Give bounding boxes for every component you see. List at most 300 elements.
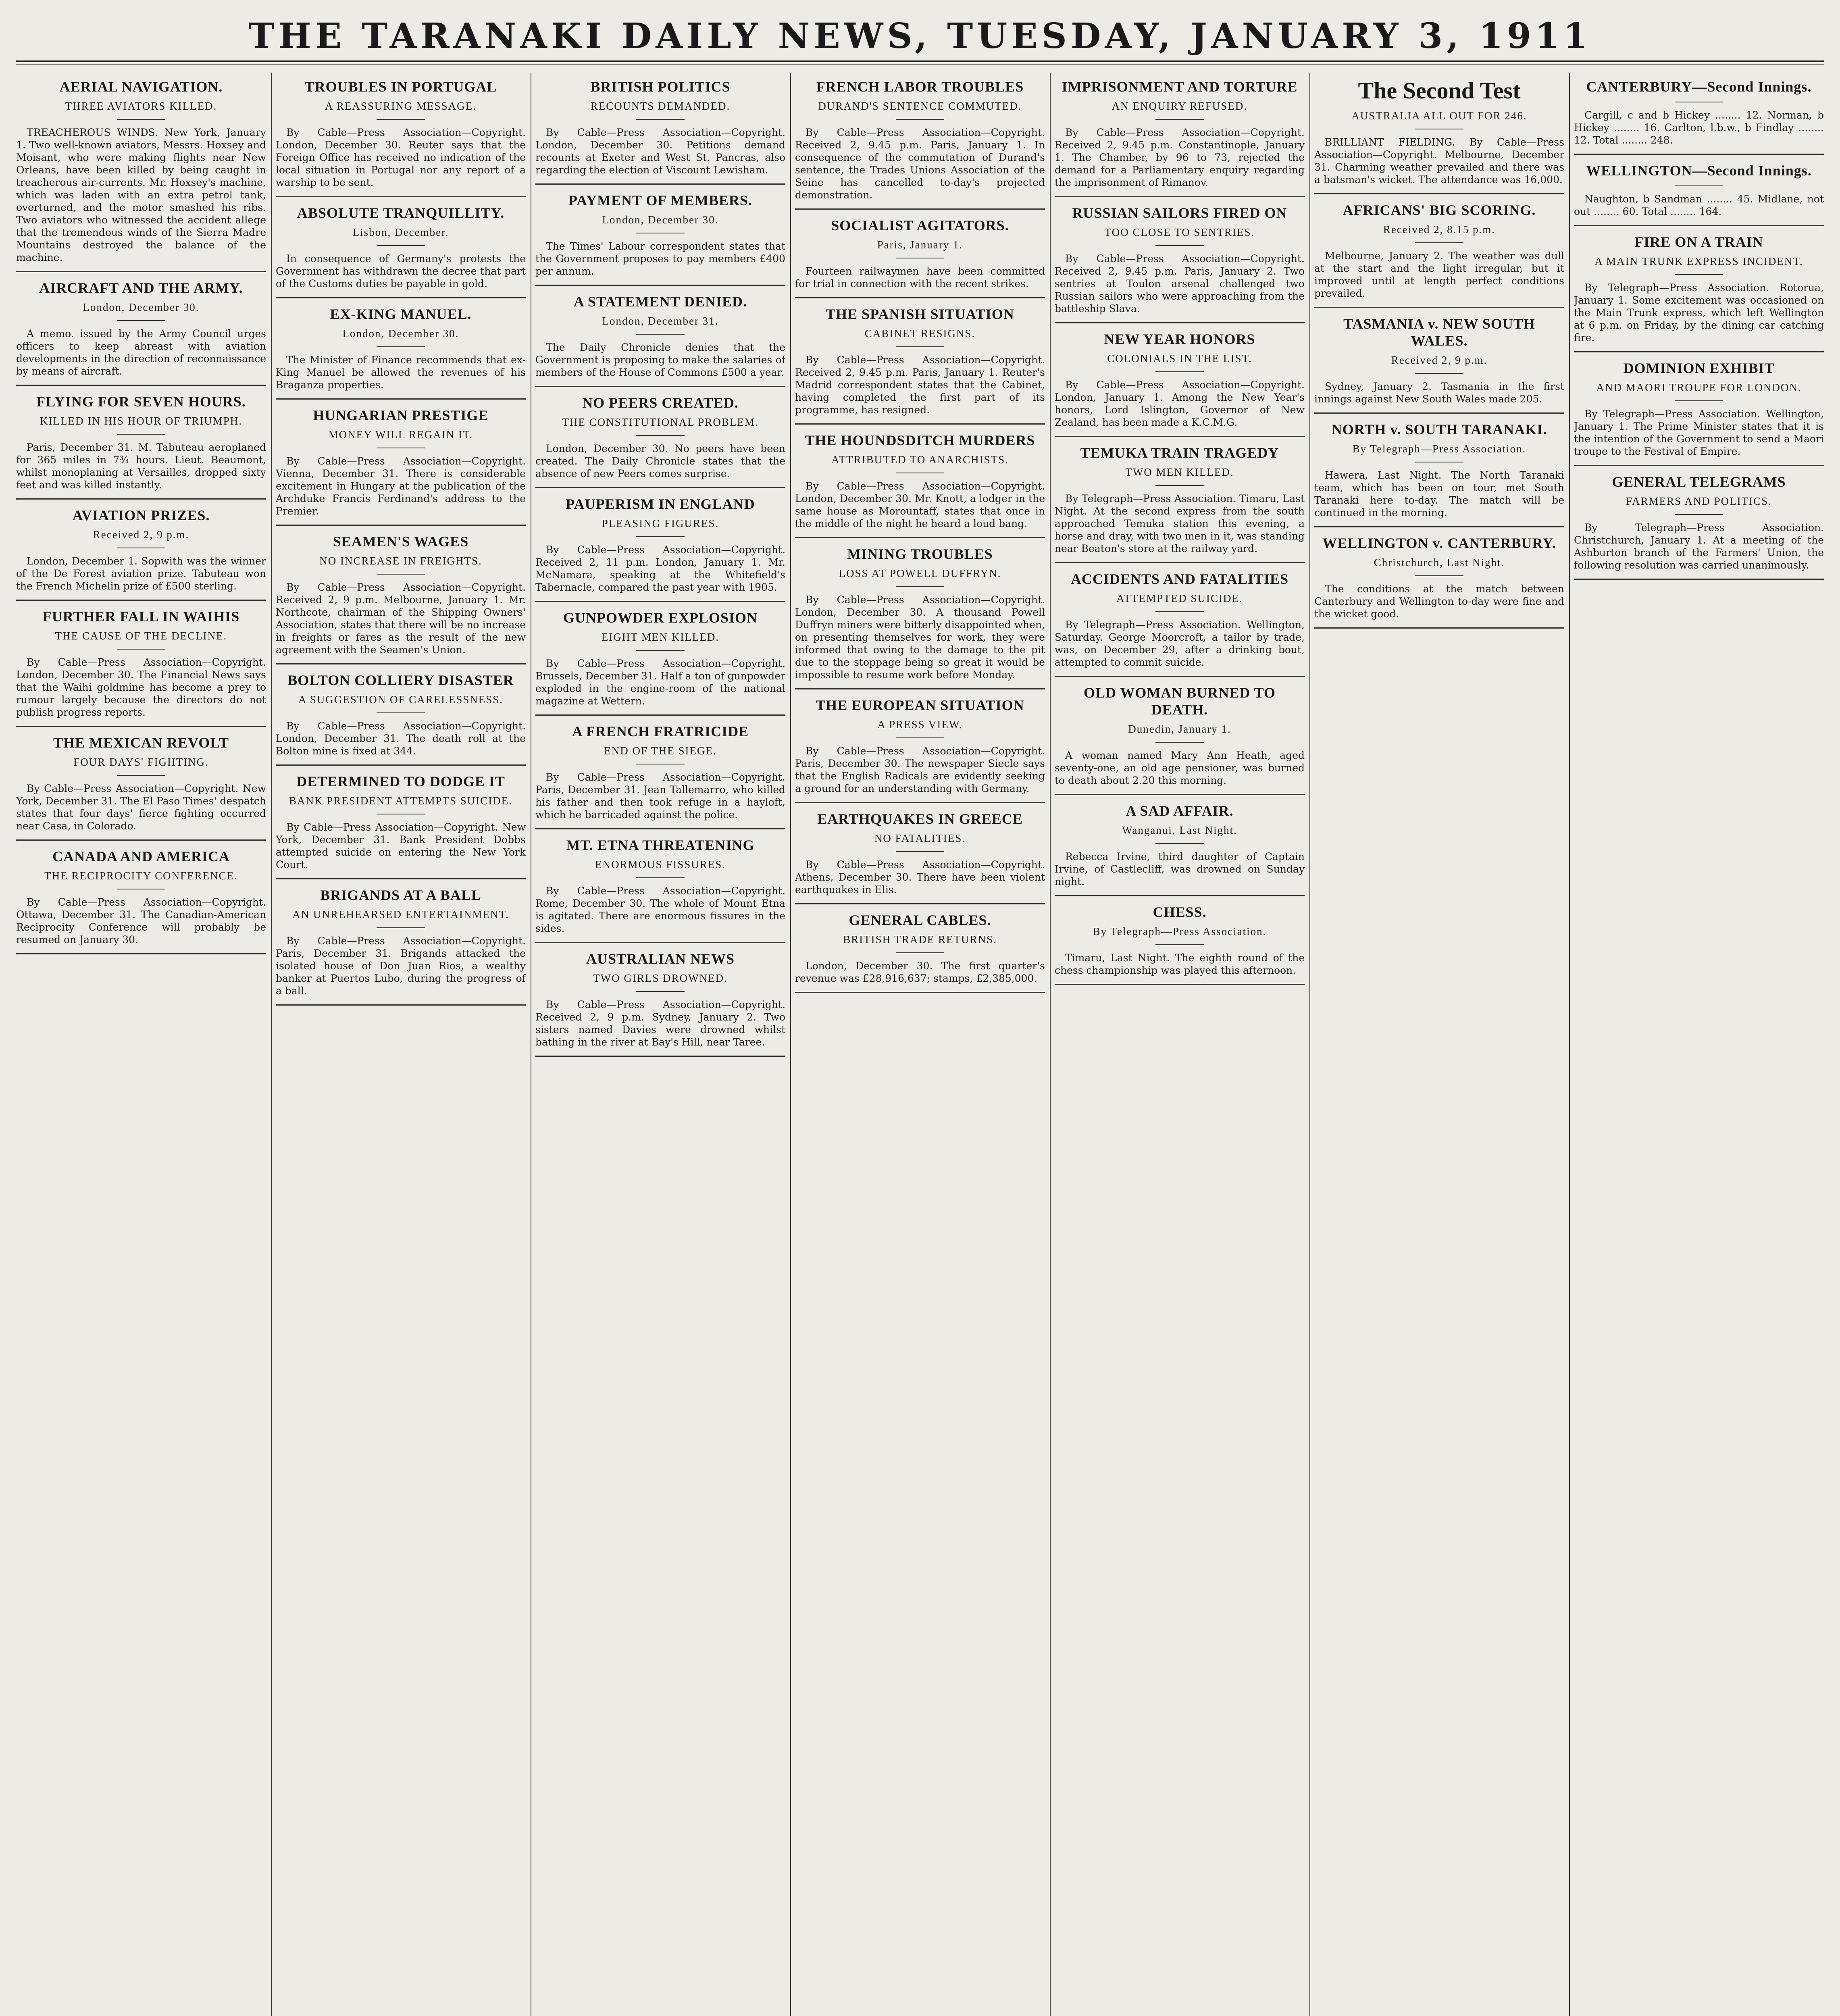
article — [1314, 421, 1564, 527]
article-body: By Cable—Press Association—Copyright. Brussels, December 31. Half a ton of gunpowder exploded in the engine-room of the national magazine at Wettern. — [535, 658, 785, 707]
column-4 — [795, 73, 1045, 2016]
divider — [1155, 119, 1204, 120]
article-subheadline: Paris, January 1. — [877, 239, 963, 251]
article-separator — [795, 208, 1045, 210]
article-headline: NEW YEAR HONORS — [1104, 331, 1255, 347]
article-subheadline: FOUR DAYS' FIGHTING. — [73, 756, 209, 768]
article — [1314, 77, 1564, 194]
article-subheadline: By Telegraph—Press Association. — [1352, 443, 1526, 455]
article-body: By Cable—Press Association—Copyright. Athens, December 30. There have been violent earthquakes in Elis. — [795, 859, 1045, 896]
article-body: The Daily Chronicle denies that the Government is proposing to make the salaries of members of the House of Commons £500 a year. — [535, 342, 785, 378]
article-body: By Cable—Press Association—Copyright. London, January 1. Among the New Year's honors, Lord Islington, Governor of New Zealand, has been made a K.C.M.G. — [1055, 379, 1305, 428]
article-body: By Cable—Press Association—Copyright. Vienna, December 31. There is considerable excitement in Hungary at the publication of the Archduke Francis Ferdinand's address to the Premier. — [276, 455, 526, 517]
article — [535, 293, 785, 387]
article-separator — [535, 601, 785, 602]
article-subheadline: THE CONSTITUTIONAL PROBLEM. — [562, 416, 759, 428]
article-headline: IMPRISONMENT AND TORTURE — [1062, 79, 1298, 95]
divider — [1155, 611, 1204, 612]
article-body: By Cable—Press Association—Copyright. Received 2, 11 p.m. London, January 1. Mr. McNamara, speaking at the Whitefield's Tabernacle, compared the past year with 1905. — [535, 544, 785, 593]
article-headline: OLD WOMAN BURNED TO DEATH. — [1083, 685, 1276, 718]
article-body: London, December 1. Sopwith was the winner of the De Forest aviation prize. Tabuteau won the French Michelin prize of £500 sterling. — [16, 555, 266, 592]
column-6 — [1314, 73, 1564, 2016]
article-separator — [1055, 562, 1305, 563]
article-subheadline: Christchurch, Last Night. — [1374, 556, 1505, 569]
article — [795, 217, 1045, 298]
article — [795, 432, 1045, 538]
article-body: Paris, December 31. M. Tabuteau aeroplaned for 365 miles in 7¾ hours. Lieut. Beaumont, whilst monoplaning at Versailles, dropped sixty feet and was killed instantly. — [16, 442, 266, 491]
article-separator — [795, 903, 1045, 904]
article-headline: ABSOLUTE TRANQUILLITY. — [297, 205, 505, 221]
divider — [1415, 373, 1463, 374]
divider — [636, 536, 685, 537]
article-headline: THE EUROPEAN SITUATION — [816, 697, 1024, 713]
article-separator — [535, 285, 785, 286]
article-subheadline: THE CAUSE OF THE DECLINE. — [55, 630, 227, 642]
article-body: BRILLIANT FIELDING. By Cable—Press Association—Copyright. Melbourne, December 31. Charming weather prevailed and there was a batsman's wicket. The attendance was 16,000. — [1314, 136, 1564, 185]
divider — [1155, 944, 1204, 945]
divider — [896, 346, 944, 347]
article-body: Hawera, Last Night. The North Taranaki team, which has been on tour, met South Taranaki here to-day. The match will be continued in the morning. — [1314, 469, 1564, 519]
column-1 — [16, 73, 266, 2016]
article-separator — [1314, 307, 1564, 308]
article-subheadline: END OF THE SIEGE. — [604, 745, 717, 757]
article-body: The Times' Labour correspondent states that the Government proposes to pay members £400 per annum. — [535, 240, 785, 277]
divider — [896, 737, 944, 738]
divider — [377, 346, 425, 347]
article — [795, 78, 1045, 210]
article — [16, 608, 266, 727]
article-body: By Cable—Press Association—Copyright. London, December 30. The Financial News says that the Waihi goldmine has become a prey to rumour largely because the directors do not publish progress reports. — [16, 656, 266, 718]
article-body: By Cable—Press Association—Copyright. Paris, December 31. Brigands attacked the isolated house of Don Juan Rios, a wealthy banker at Puertos Lubo, during the progress of a ball. — [276, 935, 526, 997]
article — [1574, 78, 1824, 155]
article — [16, 393, 266, 500]
column-rule — [1050, 73, 1051, 2016]
article — [1055, 78, 1305, 197]
article — [535, 837, 785, 943]
columns-area — [16, 73, 1824, 2016]
article-subheadline: LOSS AT POWELL DUFFRYN. — [839, 567, 1001, 579]
article-subheadline: BANK PRESIDENT ATTEMPTS SUICIDE. — [289, 795, 513, 807]
article-subheadline: AND MAORI TROUPE FOR LONDON. — [1596, 381, 1802, 394]
divider — [1675, 185, 1723, 186]
article-subheadline: By Telegraph—Press Association. — [1093, 925, 1267, 937]
column-rule — [271, 73, 272, 2016]
article-headline: SEAMEN'S WAGES — [333, 533, 469, 550]
divider — [1155, 843, 1204, 844]
article — [1314, 315, 1564, 414]
article-headline: NORTH v. SOUTH TARANAKI. — [1331, 421, 1547, 437]
article-separator — [1055, 676, 1305, 677]
article — [16, 78, 266, 272]
article-subheadline: London, December 30. — [602, 214, 719, 226]
article-headline: ACCIDENTS AND FATALITIES — [1070, 571, 1289, 587]
divider — [1155, 245, 1204, 246]
article-subheadline: THE RECIPROCITY CONFERENCE. — [44, 870, 238, 882]
article-separator — [1055, 322, 1305, 323]
article — [535, 394, 785, 488]
article-body: Timaru, Last Night. The eighth round of the chess championship was played this afternoon. — [1055, 952, 1305, 976]
article-headline: PAYMENT OF MEMBERS. — [568, 192, 753, 208]
article-separator — [16, 498, 266, 500]
column-7 — [1574, 73, 1824, 2016]
article-subheadline: PLEASING FIGURES. — [602, 517, 719, 529]
article-subheadline: A MAIN TRUNK EXPRESS INCIDENT. — [1594, 255, 1803, 267]
article-separator — [276, 297, 526, 298]
article-body: By Telegraph—Press Association. Wellington, Saturday. George Moorcroft, a tailor by trade, was, on December 29, after a drinking bout, attempted to commit suicide. — [1055, 619, 1305, 668]
article-body: By Telegraph—Press Association. Timaru, Last Night. At the second express from the south approached Temuka station this evening, a horse and dray, with two men in it, was standing near Beaton's store at the railway yard. — [1055, 493, 1305, 554]
article — [276, 887, 526, 1006]
article-separator — [276, 764, 526, 766]
article-separator — [16, 839, 266, 841]
article-subheadline: AN UNREHEARSED ENTERTAINMENT. — [292, 908, 509, 921]
article-subheadline: TWO GIRLS DROWNED. — [593, 972, 728, 984]
article-body: The conditions at the match between Canterbury and Wellington to-day were fine and the wicket good. — [1314, 583, 1564, 620]
article-body: By Cable—Press Association—Copyright. Paris, December 30. The newspaper Siecle says that the English Radicals are evidently seeking a ground for an understanding with Germany. — [795, 745, 1045, 794]
divider — [636, 119, 685, 120]
article-separator — [795, 688, 1045, 689]
article-body: Naughton, b Sandman ........ 45. Midlane, not out ........ 60. Total ........ 164. — [1574, 193, 1824, 217]
article-subheadline: COLONIALS IN THE LIST. — [1107, 352, 1252, 364]
article-subheadline: A PRESS VIEW. — [877, 719, 963, 731]
divider — [896, 586, 944, 587]
article — [1055, 802, 1305, 896]
article-subheadline: London, December 31. — [602, 315, 719, 327]
article — [535, 496, 785, 602]
article-body: Melbourne, January 2. The weather was dull at the start and the light irregular, but it improved until at length perfect conditions prevailed. — [1314, 250, 1564, 299]
masthead — [16, 12, 1824, 62]
divider — [377, 245, 425, 246]
article-headline: EX-KING MANUEL. — [330, 306, 472, 322]
article — [795, 546, 1045, 689]
divider — [636, 877, 685, 878]
article-body: By Cable—Press Association—Copyright. Received 2, 9 p.m. Sydney, January 2. Two sisters named Davies were drowned whilst bathing in the river at Bay's Hill, near Taree. — [535, 999, 785, 1048]
article-separator — [1574, 465, 1824, 466]
article-separator — [1055, 196, 1305, 197]
article-subheadline: TWO MEN KILLED. — [1125, 466, 1234, 478]
article-body: By Telegraph—Press Association. Christchurch, January 1. At a meeting of the Ashburton branch of the Farmers' Union, the following resolution was carried unanimously. — [1574, 522, 1824, 571]
article-headline: CHESS. — [1153, 904, 1207, 920]
article-separator — [795, 992, 1045, 993]
article-separator — [1055, 984, 1305, 985]
divider — [896, 952, 944, 953]
article-subheadline: Lisbon, December. — [352, 226, 449, 238]
article-body: A woman named Mary Ann Heath, aged seventy-one, an old age pensioner, was burned to death about 2.20 this morning. — [1055, 750, 1305, 786]
divider — [1675, 400, 1723, 401]
article-body: In consequence of Germany's protests the Government has withdrawn the decree that part of the Customs duties be payable in gold. — [276, 253, 526, 289]
divider — [1415, 242, 1463, 243]
article — [1055, 904, 1305, 985]
article — [276, 672, 526, 766]
article-separator — [1314, 526, 1564, 527]
column-2 — [276, 73, 526, 2016]
article-headline: THE SPANISH SITUATION — [826, 306, 1014, 322]
article-body: By Cable—Press Association—Copyright. Paris, December 31. Jean Tallemarro, who killed his father and then took refuge in a hayloft, which he barricaded against the police. — [535, 771, 785, 821]
article-separator — [16, 953, 266, 954]
article — [16, 507, 266, 601]
divider — [636, 435, 685, 436]
article — [276, 306, 526, 400]
divider — [896, 851, 944, 852]
article-headline: AIRCRAFT AND THE ARMY. — [39, 280, 243, 296]
article-subheadline: ATTEMPTED SUICIDE. — [1116, 592, 1243, 604]
divider — [636, 650, 685, 651]
article-body: By Cable—Press Association—Copyright. New York, December 31. Bank President Dobbs attempted suicide on entering the New York Court. — [276, 821, 526, 871]
article-headline: DOMINION EXHIBIT — [1623, 360, 1775, 376]
divider — [117, 320, 165, 321]
article-separator — [1574, 225, 1824, 226]
article-headline: DETERMINED TO DODGE IT — [296, 773, 505, 789]
article-separator — [16, 385, 266, 386]
article-separator — [1314, 193, 1564, 194]
masthead-rule — [16, 64, 1824, 65]
divider — [117, 775, 165, 776]
article — [1314, 535, 1564, 629]
article — [276, 204, 526, 298]
article-body: Rebecca Irvine, third daughter of Captain Irvine, of Castlecliff, was drowned on Sunday night. — [1055, 851, 1305, 887]
article-headline: FIRE ON A TRAIN — [1634, 234, 1763, 250]
article-separator — [16, 726, 266, 727]
article-body: By Cable—Press Association—Copyright. London, December 30. Reuter says that the Foreign Office has received no indication of the local situation in Portugal nor any report of a warship to be sent. — [276, 127, 526, 188]
article-subheadline: EIGHT MEN KILLED. — [601, 631, 720, 643]
article-separator — [535, 942, 785, 943]
article — [535, 950, 785, 1057]
article-separator — [276, 525, 526, 526]
article — [1055, 331, 1305, 437]
article-headline: THE HOUNDSDITCH MURDERS — [805, 432, 1035, 448]
article — [276, 407, 526, 526]
article-headline: CANADA AND AMERICA — [52, 848, 230, 864]
newspaper-page — [16, 12, 1824, 2016]
article — [276, 78, 526, 197]
article-separator — [795, 802, 1045, 803]
article-headline: SOCIALIST AGITATORS. — [831, 217, 1009, 233]
article-headline: BRITISH POLITICS — [590, 79, 731, 95]
article — [535, 78, 785, 185]
article — [535, 609, 785, 716]
article-subheadline: Wanganui, Last Night. — [1122, 824, 1237, 836]
divider — [1155, 371, 1204, 372]
article-subheadline: MONEY WILL REGAIN IT. — [328, 429, 473, 441]
divider — [117, 434, 165, 435]
article-separator — [1314, 627, 1564, 629]
article-headline: BRIGANDS AT A BALL — [320, 887, 481, 903]
article-separator — [276, 398, 526, 400]
article-separator — [535, 183, 785, 185]
article-body: By Cable—Press Association—Copyright. London, December 30. A thousand Powell Duffryn miners were bitterly disappointed when, on presenting themselves for work, they were informed that owing to the damage to the pit due to the stoppage being so great it would be impossible to resume work before Monday. — [795, 594, 1045, 681]
article-separator — [1055, 436, 1305, 437]
article — [1055, 684, 1305, 795]
divider — [377, 927, 425, 928]
article-body: By Cable—Press Association—Copyright. Received 2, 9.45 p.m. Constantinople, January 1. The Chamber, by 96 to 73, rejected the demand for a Parliamentary enquiry regarding the imprisonment of Rimanov. — [1055, 127, 1305, 188]
article-subheadline: CABINET RESIGNS. — [864, 327, 976, 339]
article — [1574, 162, 1824, 226]
article-subheadline: ATTRIBUTED TO ANARCHISTS. — [831, 454, 1009, 466]
article-headline: GUNPOWDER EXPLOSION — [563, 610, 758, 626]
article-separator — [1574, 351, 1824, 352]
article-separator — [535, 487, 785, 488]
article — [1574, 233, 1824, 352]
article-headline: AFRICANS' BIG SCORING. — [1343, 202, 1536, 218]
article-headline: AERIAL NAVIGATION. — [59, 79, 223, 95]
article-headline: GENERAL CABLES. — [849, 912, 991, 928]
article-subheadline: BRITISH TRADE RETURNS. — [843, 933, 997, 946]
article-subheadline: A REASSURING MESSAGE. — [325, 100, 477, 112]
article-headline: TROUBLES IN PORTUGAL — [304, 79, 497, 95]
article-headline: A STATEMENT DENIED. — [573, 294, 747, 310]
article-body: A memo. issued by the Army Council urges officers to keep abreast with aviation developments in the direction of reconnaissance by means of aircraft. — [16, 328, 266, 377]
article-headline: NO PEERS CREATED. — [582, 395, 739, 411]
article-subheadline: Received 2, 9 p.m. — [1391, 354, 1488, 366]
article-separator — [795, 297, 1045, 298]
article-separator — [1314, 412, 1564, 414]
article-separator — [276, 196, 526, 197]
article-separator — [16, 600, 266, 601]
article-body: By Cable—Press Association—Copyright. London, December 31. The death roll at the Bolton mine is fixed at 344. — [276, 720, 526, 757]
article-subheadline: ENORMOUS FISSURES. — [595, 858, 726, 871]
article — [1574, 360, 1824, 466]
article-body: By Telegraph—Press Association. Rotorua, January 1. Some excitement was occasioned on the Main Trunk express, which left Wellington at 6 p.m. on Friday, by the dining car catching fire. — [1574, 282, 1824, 344]
article-subheadline: Dunedin, January 1. — [1128, 723, 1231, 735]
article-headline: RUSSIAN SAILORS FIRED ON — [1072, 205, 1287, 221]
article-headline: BOLTON COLLIERY DISASTER — [287, 672, 514, 688]
article — [795, 306, 1045, 425]
article — [1055, 571, 1305, 677]
article-subheadline: THREE AVIATORS KILLED. — [65, 100, 217, 112]
article-headline: EARTHQUAKES IN GREECE — [817, 811, 1023, 827]
article-body: By Cable—Press Association—Copyright. Ottawa, December 31. The Canadian-American Reciprocity Conference will probably be resumed on January 30. — [16, 896, 266, 946]
article-separator — [535, 386, 785, 387]
article-headline: WELLINGTON v. CANTERBURY. — [1322, 535, 1556, 551]
divider — [377, 119, 425, 120]
article-headline: FURTHER FALL IN WAIHIS — [42, 608, 240, 625]
article-separator — [1574, 579, 1824, 580]
article-separator — [16, 271, 266, 272]
article-separator — [1574, 154, 1824, 155]
article-headline: TEMUKA TRAIN TRAGEDY — [1080, 445, 1279, 461]
divider — [117, 649, 165, 650]
article-body: TREACHEROUS WINDS. New York, January 1. Two well-known aviators, Messrs. Hoxsey and Moisant, who were making flights near New Orleans, have been killed by being caught in treacherous air-currents. Mr. Hoxsey's machine, which was laden with an extra petrol tank, overturned, and the motor smashed his ribs. Two aviators who witnessed the accident allege that the tremendous winds of the Sierra Madre Mountains destroyed the balance of the machine. — [16, 127, 266, 263]
article — [795, 697, 1045, 803]
article — [16, 848, 266, 954]
article-subheadline: A SUGGESTION OF CARELESSNESS. — [298, 694, 504, 706]
article-body: By Cable—Press Association—Copyright. Received 2, 9.45 p.m. Paris, January 1. Reuter's Madrid correspondent states that the Cabinet, having completed the first part of its programme, has resigned. — [795, 354, 1045, 416]
article — [535, 723, 785, 829]
article-subheadline: AUSTRALIA ALL OUT FOR 246. — [1351, 110, 1527, 122]
article-headline: FRENCH LABOR TROUBLES — [816, 79, 1024, 95]
article-headline: MINING TROUBLES — [847, 546, 993, 562]
article-subheadline: NO INCREASE IN FREIGHTS. — [319, 555, 482, 567]
article-separator — [535, 828, 785, 829]
article-headline: GENERAL TELEGRAMS — [1612, 474, 1786, 490]
article — [1055, 204, 1305, 323]
article-body: Cargill, c and b Hickey ........ 12. Norman, b Hickey ........ 16. Carlton, l.b.w., b Findlay ........ 12. Total ........ 248. — [1574, 109, 1824, 146]
article-body: The Minister of Finance recommends that ex-King Manuel be allowed the revenues of his Braganza properties. — [276, 354, 526, 391]
divider — [1675, 514, 1723, 515]
article-subheadline: NO FATALITIES. — [874, 832, 966, 844]
article-subheadline: London, December 30. — [83, 301, 200, 313]
article — [535, 192, 785, 286]
article-body: By Cable—Press Association—Copyright. London, December 30. Petitions demand recounts at Exeter and West St. Pancras, also regarding the election of Viscount Lewisham. — [535, 127, 785, 176]
divider — [1415, 575, 1463, 576]
article-headline: CANTERBURY—Second Innings. — [1586, 79, 1812, 95]
article-headline: HUNGARIAN PRESTIGE — [313, 407, 489, 423]
article-subheadline: Received 2, 9 p.m. — [93, 529, 189, 541]
divider — [1155, 485, 1204, 486]
article-body: London, December 30. The first quarter's revenue was £28,916,637; stamps, £2,385,000. — [795, 960, 1045, 984]
article-headline: A FRENCH FRATRICIDE — [572, 723, 749, 739]
divider — [377, 712, 425, 713]
article — [16, 279, 266, 386]
article-body: By Cable—Press Association—Copyright. Rome, December 30. The whole of Mount Etna is agitated. There are enormous fissures in the sides. — [535, 885, 785, 934]
article-separator — [276, 878, 526, 879]
article-headline: AUSTRALIAN NEWS — [586, 951, 735, 967]
article-headline: FLYING FOR SEVEN HOURS. — [36, 394, 246, 410]
article-body: By Cable—Press Association—Copyright. London, December 30. Mr. Knott, a lodger in the same house as Morountaff, states that once in the middle of the night he heard a loud bang. — [795, 480, 1045, 529]
article-separator — [1055, 794, 1305, 795]
divider — [636, 991, 685, 992]
article-subheadline: DURAND'S SENTENCE COMMUTED. — [818, 100, 1022, 112]
divider — [1675, 274, 1723, 275]
article-headline: WELLINGTON—Second Innings. — [1586, 162, 1812, 179]
article-separator — [535, 714, 785, 716]
divider — [1155, 742, 1204, 743]
article-headline: The Second Test — [1358, 77, 1521, 104]
article-separator — [795, 423, 1045, 425]
article-subheadline: KILLED IN HIS HOUR OF TRIUMPH. — [40, 415, 242, 427]
article — [1314, 202, 1564, 308]
article — [16, 734, 266, 841]
article-body: By Cable—Press Association—Copyright. Received 2, 9 p.m. Melbourne, January 1. Mr. Northcote, chairman of the Shipping Owners' Association, states that there will be no increase in freights or fares as the result of the new agreement with the Seamen's Union. — [276, 581, 526, 656]
article-subheadline: TOO CLOSE TO SENTRIES. — [1104, 226, 1255, 238]
article-separator — [276, 663, 526, 664]
divider — [896, 119, 944, 120]
article-body: Fourteen railwaymen have been committed for trial in connection with the recent strikes. — [795, 265, 1045, 289]
article-subheadline: FARMERS AND POLITICS. — [1626, 495, 1772, 507]
column-3 — [535, 73, 785, 2016]
article-separator — [276, 1004, 526, 1006]
article-headline: MT. ETNA THREATENING — [566, 837, 755, 853]
article-separator — [1055, 895, 1305, 896]
article — [1574, 473, 1824, 580]
article-body: By Cable—Press Association—Copyright. Received 2, 9.45 p.m. Paris, January 1. In consequence of the commutation of Durand's sentence, the Trades Unions Association of the Seine has cancelled to-day's projected demonstration. — [795, 127, 1045, 201]
column-5 — [1055, 73, 1305, 2016]
article-subheadline: AN ENQUIRY REFUSED. — [1111, 100, 1248, 112]
divider — [117, 119, 165, 120]
article — [276, 773, 526, 879]
column-rule — [1569, 73, 1570, 2016]
article — [795, 810, 1045, 904]
article-body: London, December 30. No peers have been created. The Daily Chronicle states that the absence of new Peers comes surprise. — [535, 443, 785, 479]
article-separator — [795, 537, 1045, 538]
article-headline: THE MEXICAN REVOLT — [53, 735, 229, 751]
column-rule — [1309, 73, 1310, 2016]
article-subheadline: Received 2, 8.15 p.m. — [1383, 223, 1496, 235]
divider — [377, 574, 425, 575]
article-headline: A SAD AFFAIR. — [1126, 803, 1234, 819]
article-separator — [535, 1056, 785, 1057]
article — [1055, 444, 1305, 563]
column-rule — [790, 73, 791, 2016]
article-body: Sydney, January 2. Tasmania in the first innings against New South Wales made 205. — [1314, 381, 1564, 405]
article-body: By Telegraph—Press Association. Wellington, January 1. The Prime Minister states that it is the intention of the Government to send a Maori troupe to the Festival of Empire. — [1574, 408, 1824, 457]
divider — [636, 334, 685, 335]
masthead-title: THE TARANAKI DAILY NEWS, TUESDAY, JANUARY 3, 1911 — [248, 16, 1592, 56]
article-body: By Cable—Press Association—Copyright. New York, December 31. The El Paso Times' despatch states that four days' fierce fighting occurred near Casa, in Colorado. — [16, 783, 266, 832]
article — [795, 912, 1045, 993]
article — [276, 533, 526, 664]
article-headline: TASMANIA v. NEW SOUTH WALES. — [1343, 316, 1535, 349]
article-body: By Cable—Press Association—Copyright. Received 2, 9.45 p.m. Paris, January 2. Two sentries at Toulon arsenal challenged two Russian sailors who were approaching from the battleship Slava. — [1055, 253, 1305, 314]
